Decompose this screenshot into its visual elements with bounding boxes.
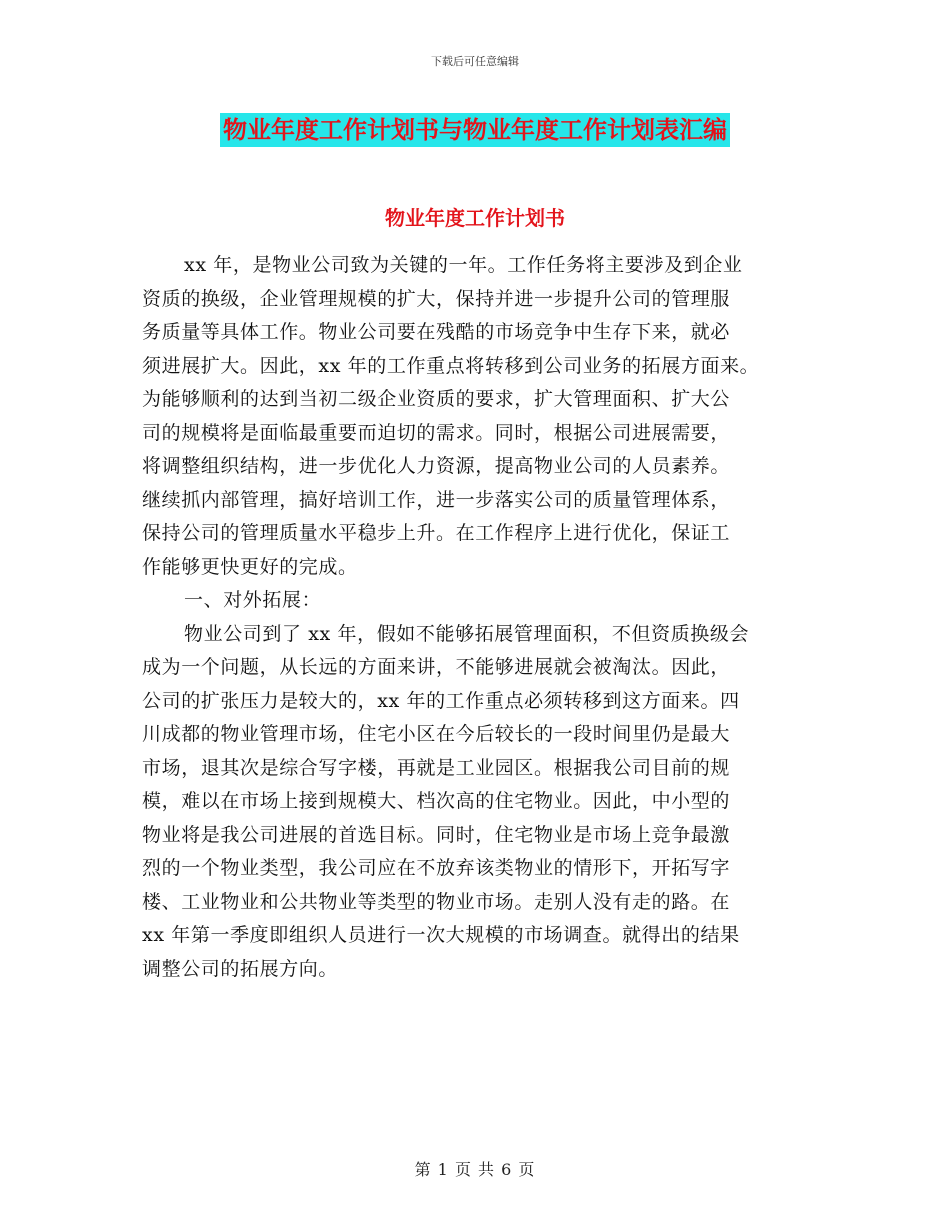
text-line: 川成都的物业管理市场，住宅小区在今后较长的一段时间里仍是最大 — [142, 723, 731, 745]
text-line: 务质量等具体工作。物业公司要在残酷的市场竞争中生存下来，就必 — [142, 321, 731, 343]
text-line: 为能够顺利的达到当初二级企业资质的要求，扩大管理面积、扩大公 — [142, 388, 731, 410]
text-line: 市场，退其次是综合写字楼，再就是工业园区。根据我公司目前的规 — [142, 756, 731, 779]
main-title-wrap — [0, 113, 950, 147]
text-line: 保持公司的管理质量水平稳步上升。在工作程序上进行优化，保证工 — [142, 522, 731, 544]
text-line: 调整公司的拓展方向。 — [142, 957, 339, 980]
text-line: 将调整组织结构，进一步优化人力资源，提高物业公司的人员素养。 — [142, 455, 731, 477]
text-line: 物业公司到了 xx 年，假如不能够拓展管理面积，不但资质换级会 — [184, 622, 750, 645]
text-line: xx 年第一季度即组织人员进行一次大规模的市场调查。就得出的结果 — [142, 924, 740, 946]
text-line: 楼、工业物业和公共物业等类型的物业市场。走别人没有走的路。在 — [142, 890, 731, 913]
section-title: 物业年度工作计划书 — [385, 206, 565, 230]
document-title: 物业年度工作计划书与物业年度工作计划表汇编 — [220, 113, 730, 147]
text-line: 烈的一个物业类型，我公司应在不放弃该类物业的情形下，开拓写字 — [142, 857, 731, 879]
paragraph-intro — [142, 249, 812, 584]
text-line: 成为一个问题，从长远的方面来讲，不能够进展就会被淘汰。因此， — [142, 656, 731, 678]
text-line: 公司的扩张压力是较大的，xx 年的工作重点必须转移到这方面来。四 — [142, 689, 740, 712]
section-heading-text: 一、对外拓展： — [184, 589, 322, 611]
text-line: xx 年，是物业公司致为关键的一年。工作任务将主要涉及到企业 — [184, 254, 743, 276]
text-line: 模，难以在市场上接到规模大、档次高的住宅物业。因此，中小型的 — [142, 790, 731, 812]
document-body — [142, 249, 812, 986]
text-line: 继续抓内部管理，搞好培训工作，进一步落实公司的质量管理体系， — [142, 488, 731, 511]
text-line: 司的规模将是面临最重要而迫切的需求。同时，根据公司进展需要， — [142, 421, 731, 444]
paragraph-external-expansion — [142, 618, 812, 987]
header-note: 下载后可任意编辑 — [431, 55, 519, 68]
text-line: 作能够更快更好的完成。 — [142, 555, 358, 578]
page-footer: 第 1 页 共 6 页 — [414, 1160, 536, 1179]
section-heading-external-expansion — [142, 584, 812, 618]
text-line: 物业将是我公司进展的首选目标。同时，住宅物业是市场上竞争最激 — [142, 823, 731, 846]
text-line: 资质的换级，企业管理规模的扩大，保持并进一步提升公司的管理服 — [142, 287, 731, 310]
text-line: 须进展扩大。因此，xx 年的工作重点将转移到公司业务的拓展方面来。 — [142, 354, 760, 377]
